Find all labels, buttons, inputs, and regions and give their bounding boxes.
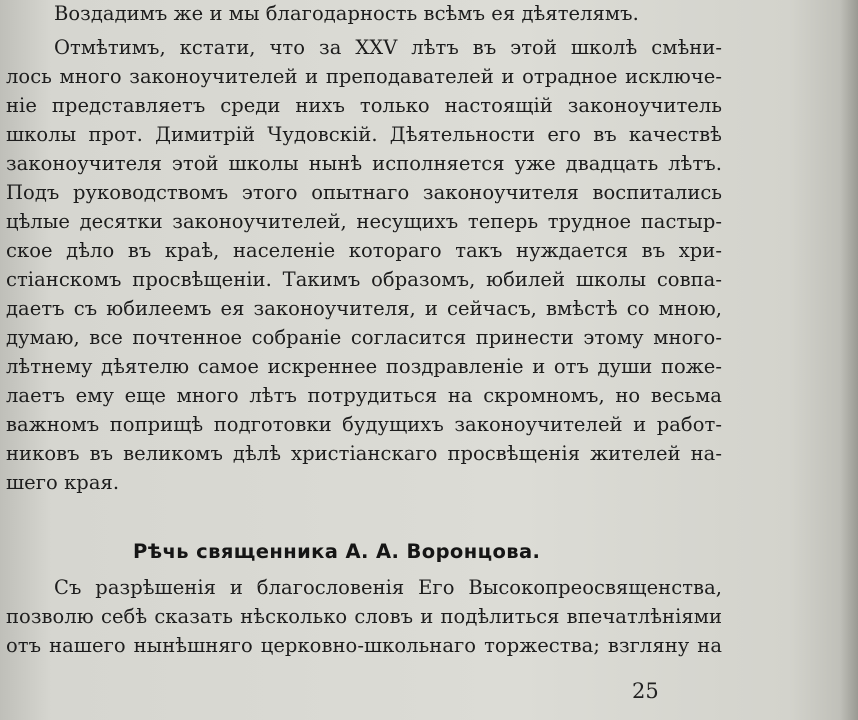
text-line: никовъ въ великомъ дѣлѣ христіанскаго просвѣщенія жителей на- xyxy=(6,442,722,465)
text-line: законоучителя этой школы нынѣ исполняется уже двадцать лѣтъ. xyxy=(6,152,722,175)
section-heading: Рѣчь священника А. А. Воронцова. xyxy=(133,540,541,563)
text-line: Съ разрѣшенія и благословенія Его Высокопреосвященства, xyxy=(54,576,722,599)
text-line: даетъ съ юбилеемъ ея законоучителя, и сейчасъ, вмѣстѣ со мною, xyxy=(6,297,722,320)
text-line: Воздадимъ же и мы благодарность всѣмъ ея дѣятелямъ. xyxy=(54,2,639,25)
text-line: лаетъ ему еще много лѣтъ потрудиться на скромномъ, но весьма xyxy=(6,384,722,407)
text-line: стіанскомъ просвѣщеніи. Такимъ образомъ, юбилей школы совпа- xyxy=(6,268,722,291)
text-line: думаю, все почтенное собраніе согласится принести этому много- xyxy=(6,326,722,349)
page-edge-shadow xyxy=(840,0,858,720)
text-line: важномъ поприщѣ подготовки будущихъ законоучителей и работ- xyxy=(6,413,722,436)
page-number: 25 xyxy=(632,679,659,703)
text-line: ніе представляетъ среди нихъ только настоящій законоучитель xyxy=(6,94,722,117)
text-line: Отмѣтимъ, кстати, что за XXV лѣтъ въ этой школѣ смѣни- xyxy=(54,36,722,59)
text-line: лѣтнему дѣятелю самое искреннее поздравленіе и отъ души поже- xyxy=(6,355,722,378)
text-line: лось много законоучителей и преподавателей и отрадное исключе- xyxy=(6,65,722,88)
text-line: отъ нашего нынѣшняго церковно-школьнаго торжества; взгляну на xyxy=(6,634,722,657)
text-line: позволю себѣ сказать нѣсколько словъ и подѣлиться впечатлѣніями xyxy=(6,605,722,628)
text-line: ское дѣло въ краѣ, населеніе котораго такъ нуждается въ хри- xyxy=(6,239,722,262)
text-line: цѣлые десятки законоучителей, несущихъ теперь трудное пастыр- xyxy=(6,210,722,233)
text-line: Подъ руководствомъ этого опытнаго законоучителя воспитались xyxy=(6,181,722,204)
text-line: шего края. xyxy=(6,471,120,494)
text-line: школы прот. Димитрій Чудовскій. Дѣятельности его въ качествѣ xyxy=(6,123,722,146)
